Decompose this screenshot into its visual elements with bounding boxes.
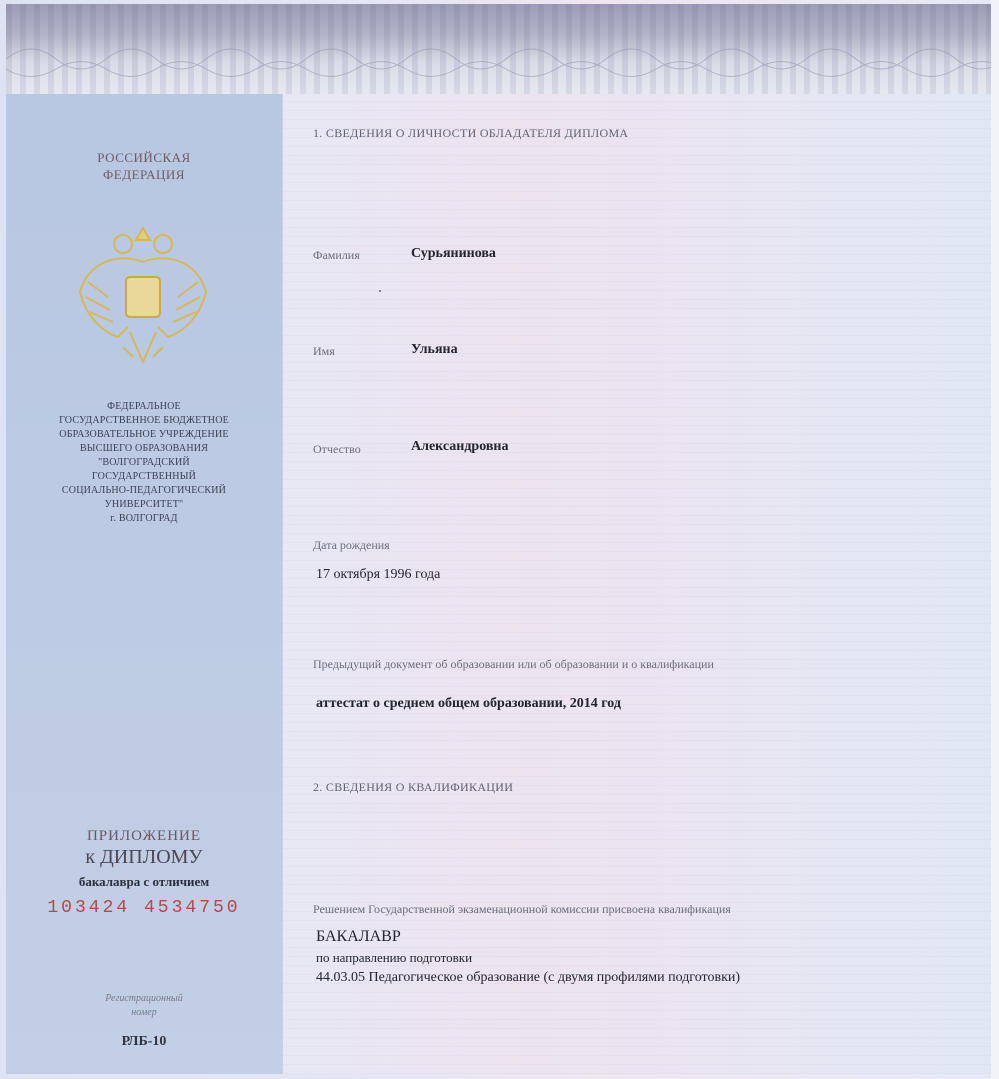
registration-label-line-1: Регистрационный: [105, 993, 183, 1004]
institution-line: ГОСУДАРСТВЕННОЕ БЮДЖЕТНОЕ: [59, 415, 229, 426]
institution-line: "ВОЛГОГРАДСКИЙ: [98, 457, 190, 468]
qualification-value: БАКАЛАВР: [316, 928, 401, 945]
previous-document-label: Предыдущий документ об образовании или об образовании и о квалификации: [313, 657, 714, 671]
birth-date-value: 17 октября 1996 года: [316, 567, 441, 582]
patronymic-label: Отчество: [313, 442, 361, 456]
institution-line: СОЦИАЛЬНО-ПЕДАГОГИЧЕСКИЙ: [61, 485, 227, 496]
page-edge: [991, 0, 999, 1079]
institution-line: ОБРАЗОВАТЕЛЬНОЕ УЧРЕЖДЕНИЕ: [59, 429, 229, 440]
serial-number: 103424 4534750: [47, 898, 241, 918]
appendix-subtitle: к ДИПЛОМУ: [85, 846, 203, 868]
institution-line: г. ВОЛГОГРАД: [110, 513, 178, 524]
name-label: Имя: [313, 344, 335, 358]
institution-name: [6, 400, 282, 526]
institution-line: ВЫСШЕГО ОБРАЗОВАНИЯ: [79, 443, 209, 454]
right-panel: [283, 94, 991, 1074]
ink-dot: [379, 290, 381, 292]
direction-value: 44.03.05 Педагогическое образование (с двумя профилями подготовки): [316, 970, 741, 985]
name-value: Ульяна: [411, 342, 458, 357]
section-1-title: 1. СВЕДЕНИЯ О ЛИЧНОСТИ ОБЛАДАТЕЛЯ ДИПЛОМА: [313, 126, 629, 140]
registration-number: РЛБ-10: [121, 1034, 167, 1049]
decorative-top-band: [6, 4, 991, 95]
left-panel: [6, 94, 283, 1074]
birth-date-label: Дата рождения: [313, 538, 390, 552]
coat-of-arms-icon: [68, 222, 218, 372]
country-line-2: ФЕДЕРАЦИЯ: [103, 167, 185, 182]
institution-line: ФЕДЕРАЛЬНОЕ: [107, 401, 181, 412]
decision-label: Решением Государственной экзаменационной комиссии присвоена квалификация: [313, 902, 731, 916]
country-line-1: РОССИЙСКАЯ: [97, 150, 191, 165]
direction-label: по направлению подготовки: [316, 950, 473, 965]
degree-level: бакалавра с отличием: [78, 874, 210, 889]
appendix-title: ПРИЛОЖЕНИЕ: [86, 828, 202, 844]
surname-label: Фамилия: [313, 248, 360, 262]
registration-label: [6, 992, 282, 1020]
registration-label-line-2: номер: [131, 1007, 157, 1018]
previous-document-value: аттестат о среднем общем образовании, 2014 год: [316, 696, 621, 711]
surname-value: Сурьянинова: [411, 246, 496, 261]
country-name: [6, 149, 282, 183]
patronymic-value: Александровна: [411, 439, 509, 454]
institution-line: ГОСУДАРСТВЕННЫЙ: [91, 471, 197, 482]
institution-line: УНИВЕРСИТЕТ": [104, 499, 184, 510]
section-2-title: 2. СВЕДЕНИЯ О КВАЛИФИКАЦИИ: [313, 780, 514, 794]
